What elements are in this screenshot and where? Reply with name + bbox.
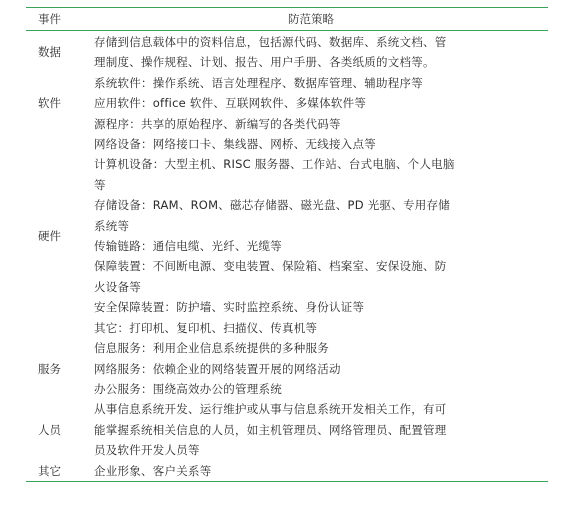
strategy-line: 理制度、操作规程、计划、报告、用户手册、各类纸质的文档等。 — [94, 55, 435, 70]
event-cell: 人员 — [38, 422, 61, 437]
strategy-line: 从事信息系统开发、运行维护或从事与信息系统开发相关工作，有可 — [94, 402, 447, 417]
strategy-line: 保障装置：不间断电源、变电装置、保险箱、档案室、安保设施、防 — [94, 259, 447, 274]
strategy-line: 存储到信息载体中的资料信息，包括源代码、数据库、系统文档、管 — [94, 35, 447, 49]
table-row — [26, 338, 548, 399]
strategy-cell — [94, 32, 548, 73]
strategy-cell — [94, 134, 548, 338]
strategy-line: 应用软件：office 软件、互联网软件、多媒体软件等 — [94, 96, 367, 111]
header-strategy: 防范策略 — [288, 12, 334, 26]
event-cell: 软件 — [38, 96, 61, 111]
strategy-cell — [94, 461, 548, 481]
strategy-line: 能掌握系统相关信息的人员，如主机管理员、网络管理员、配置管理 — [94, 422, 447, 437]
strategy-line: 等 — [94, 177, 106, 192]
table-body — [26, 32, 548, 481]
strategy-line: 网络设备：网络接口卡、集线器、网桥、无线接入点等 — [94, 137, 376, 152]
strategy-line: 系统等 — [94, 218, 130, 233]
strategy-line: 存储设备：RAM、ROM、磁芯存储器、磁光盘、PD 光驱、专用存储 — [94, 198, 450, 213]
strategy-line: 其它：打印机、复印机、扫描仪、传真机等 — [94, 320, 318, 335]
strategy-line: 安全保障装置：防护墙、实时监控系统、身份认证等 — [94, 300, 365, 315]
event-cell: 硬件 — [38, 229, 61, 244]
strategy-table — [26, 7, 548, 482]
table-row — [26, 134, 548, 338]
table-row — [26, 32, 548, 73]
strategy-line: 火设备等 — [94, 279, 141, 294]
strategy-line: 系统软件：操作系统、语言处理程序、数据库管理、辅助程序等 — [94, 75, 423, 90]
strategy-cell — [94, 338, 548, 399]
header-rule — [26, 30, 548, 31]
strategy-line: 企业形象、客户关系等 — [94, 463, 212, 478]
strategy-line: 计算机设备：大型主机、RISC 服务器、工作站、台式电脑、个人电脑 — [94, 157, 455, 172]
table-row — [26, 73, 548, 134]
strategy-line: 办公服务：围绕高效办公的管理系统 — [94, 381, 282, 396]
strategy-line: 源程序：共享的原始程序、新编写的各类代码等 — [94, 116, 341, 131]
event-cell: 服务 — [38, 361, 61, 376]
strategy-cell — [94, 73, 548, 134]
table-row — [26, 399, 548, 460]
strategy-line: 网络服务：依赖企业的网络装置开展的网络活动 — [94, 361, 341, 376]
table-row — [26, 461, 548, 481]
bottom-rule — [26, 481, 548, 482]
strategy-cell — [94, 399, 548, 460]
table-header — [26, 8, 548, 30]
strategy-line: 信息服务：利用企业信息系统提供的多种服务 — [94, 341, 329, 356]
header-event: 事件 — [38, 12, 61, 26]
event-cell: 数据 — [38, 45, 61, 60]
strategy-line: 传输链路：通信电缆、光纤、光缆等 — [94, 239, 282, 254]
event-cell: 其它 — [38, 463, 61, 478]
strategy-line: 员及软件开发人员等 — [94, 443, 200, 458]
